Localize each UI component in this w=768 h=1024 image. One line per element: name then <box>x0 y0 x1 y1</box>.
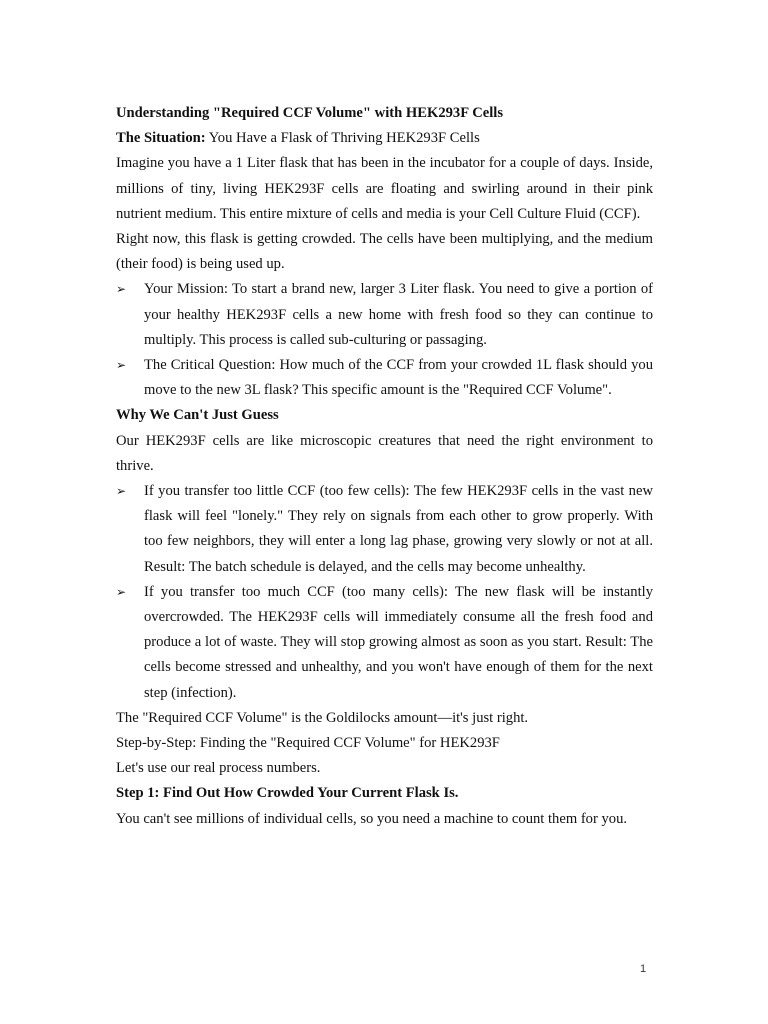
arrow-bullet-icon: ➢ <box>116 282 127 297</box>
paragraph-count-cells: You can't see millions of individual cells, so you need a machine to count them for you. <box>116 810 628 827</box>
bullet-list-transfer <box>116 479 653 706</box>
list-item <box>116 479 653 580</box>
list-item-text: If you transfer too little CCF (too few cells): The few HEK293F cells in the vast new flask will feel "lonely." They rely on signals from each other to grow properly. With too few neighbors, they will enter a long lag phase, growing very slowly or not at all. Result: The batch schedule is delayed, and the cells may become unhealthy. <box>144 483 653 575</box>
page-number: 1 <box>640 963 647 975</box>
arrow-bullet-icon: ➢ <box>116 584 127 599</box>
section-heading-step1: Step 1: Find Out How Crowded Your Current Flask Is. <box>116 785 459 802</box>
paragraph-thrive: Our HEK293F cells are like microscopic creatures that need the right environment to thrive. <box>116 432 653 474</box>
list-item-text: If you transfer too much CCF (too many cells): The new flask will be instantly overcrowded. The HEK293F cells will immediately consume all the fresh food and produce a lot of waste. They will stop growing almost as soon as you start. Result: The cells become stressed and unhealthy, and you won't have enough of them for the next step (infection). <box>144 583 653 701</box>
situation-lead: The Situation: <box>116 130 206 147</box>
arrow-bullet-icon: ➢ <box>116 484 127 499</box>
paragraph-step-by-step: Step-by-Step: Finding the "Required CCF Volume" for HEK293F <box>116 735 500 752</box>
bullet-list-mission <box>116 277 653 403</box>
paragraph-process-numbers: Let's use our real process numbers. <box>116 760 321 777</box>
list-item-text: Your Mission: To start a brand new, larger 3 Liter flask. You need to give a portion of your healthy HEK293F cells a new home with fresh food so they can continue to multiply. This process is called sub-culturing or passaging. <box>144 281 653 348</box>
document-page <box>116 101 653 832</box>
situation-text: You Have a Flask of Thriving HEK293F Cells <box>205 130 480 147</box>
list-item <box>116 580 653 706</box>
section-heading-guess: Why We Can't Just Guess <box>116 407 279 424</box>
list-item <box>116 353 653 403</box>
list-item <box>116 277 653 353</box>
paragraph-crowded: Right now, this flask is getting crowded. The cells have been multiplying, and the medium (their food) is being used up. <box>116 231 653 273</box>
arrow-bullet-icon: ➢ <box>116 358 127 373</box>
situation-heading <box>116 126 653 151</box>
list-item-text: The Critical Question: How much of the CCF from your crowded 1L flask should you move to the new 3L flask? This specific amount is the "Required CCF Volume". <box>144 357 653 399</box>
paragraph-goldilocks: The "Required CCF Volume" is the Goldilocks amount—it's just right. <box>116 709 529 726</box>
paragraph-intro: Imagine you have a 1 Liter flask that has been in the incubator for a couple of days. Inside, millions of tiny, living HEK293F cells are floating and swirling around in their pink nutrient medium. This entire mixture of cells and media is your Cell Culture Fluid (CCF). <box>116 155 653 222</box>
document-title: Understanding "Required CCF Volume" with HEK293F Cells <box>116 105 504 121</box>
